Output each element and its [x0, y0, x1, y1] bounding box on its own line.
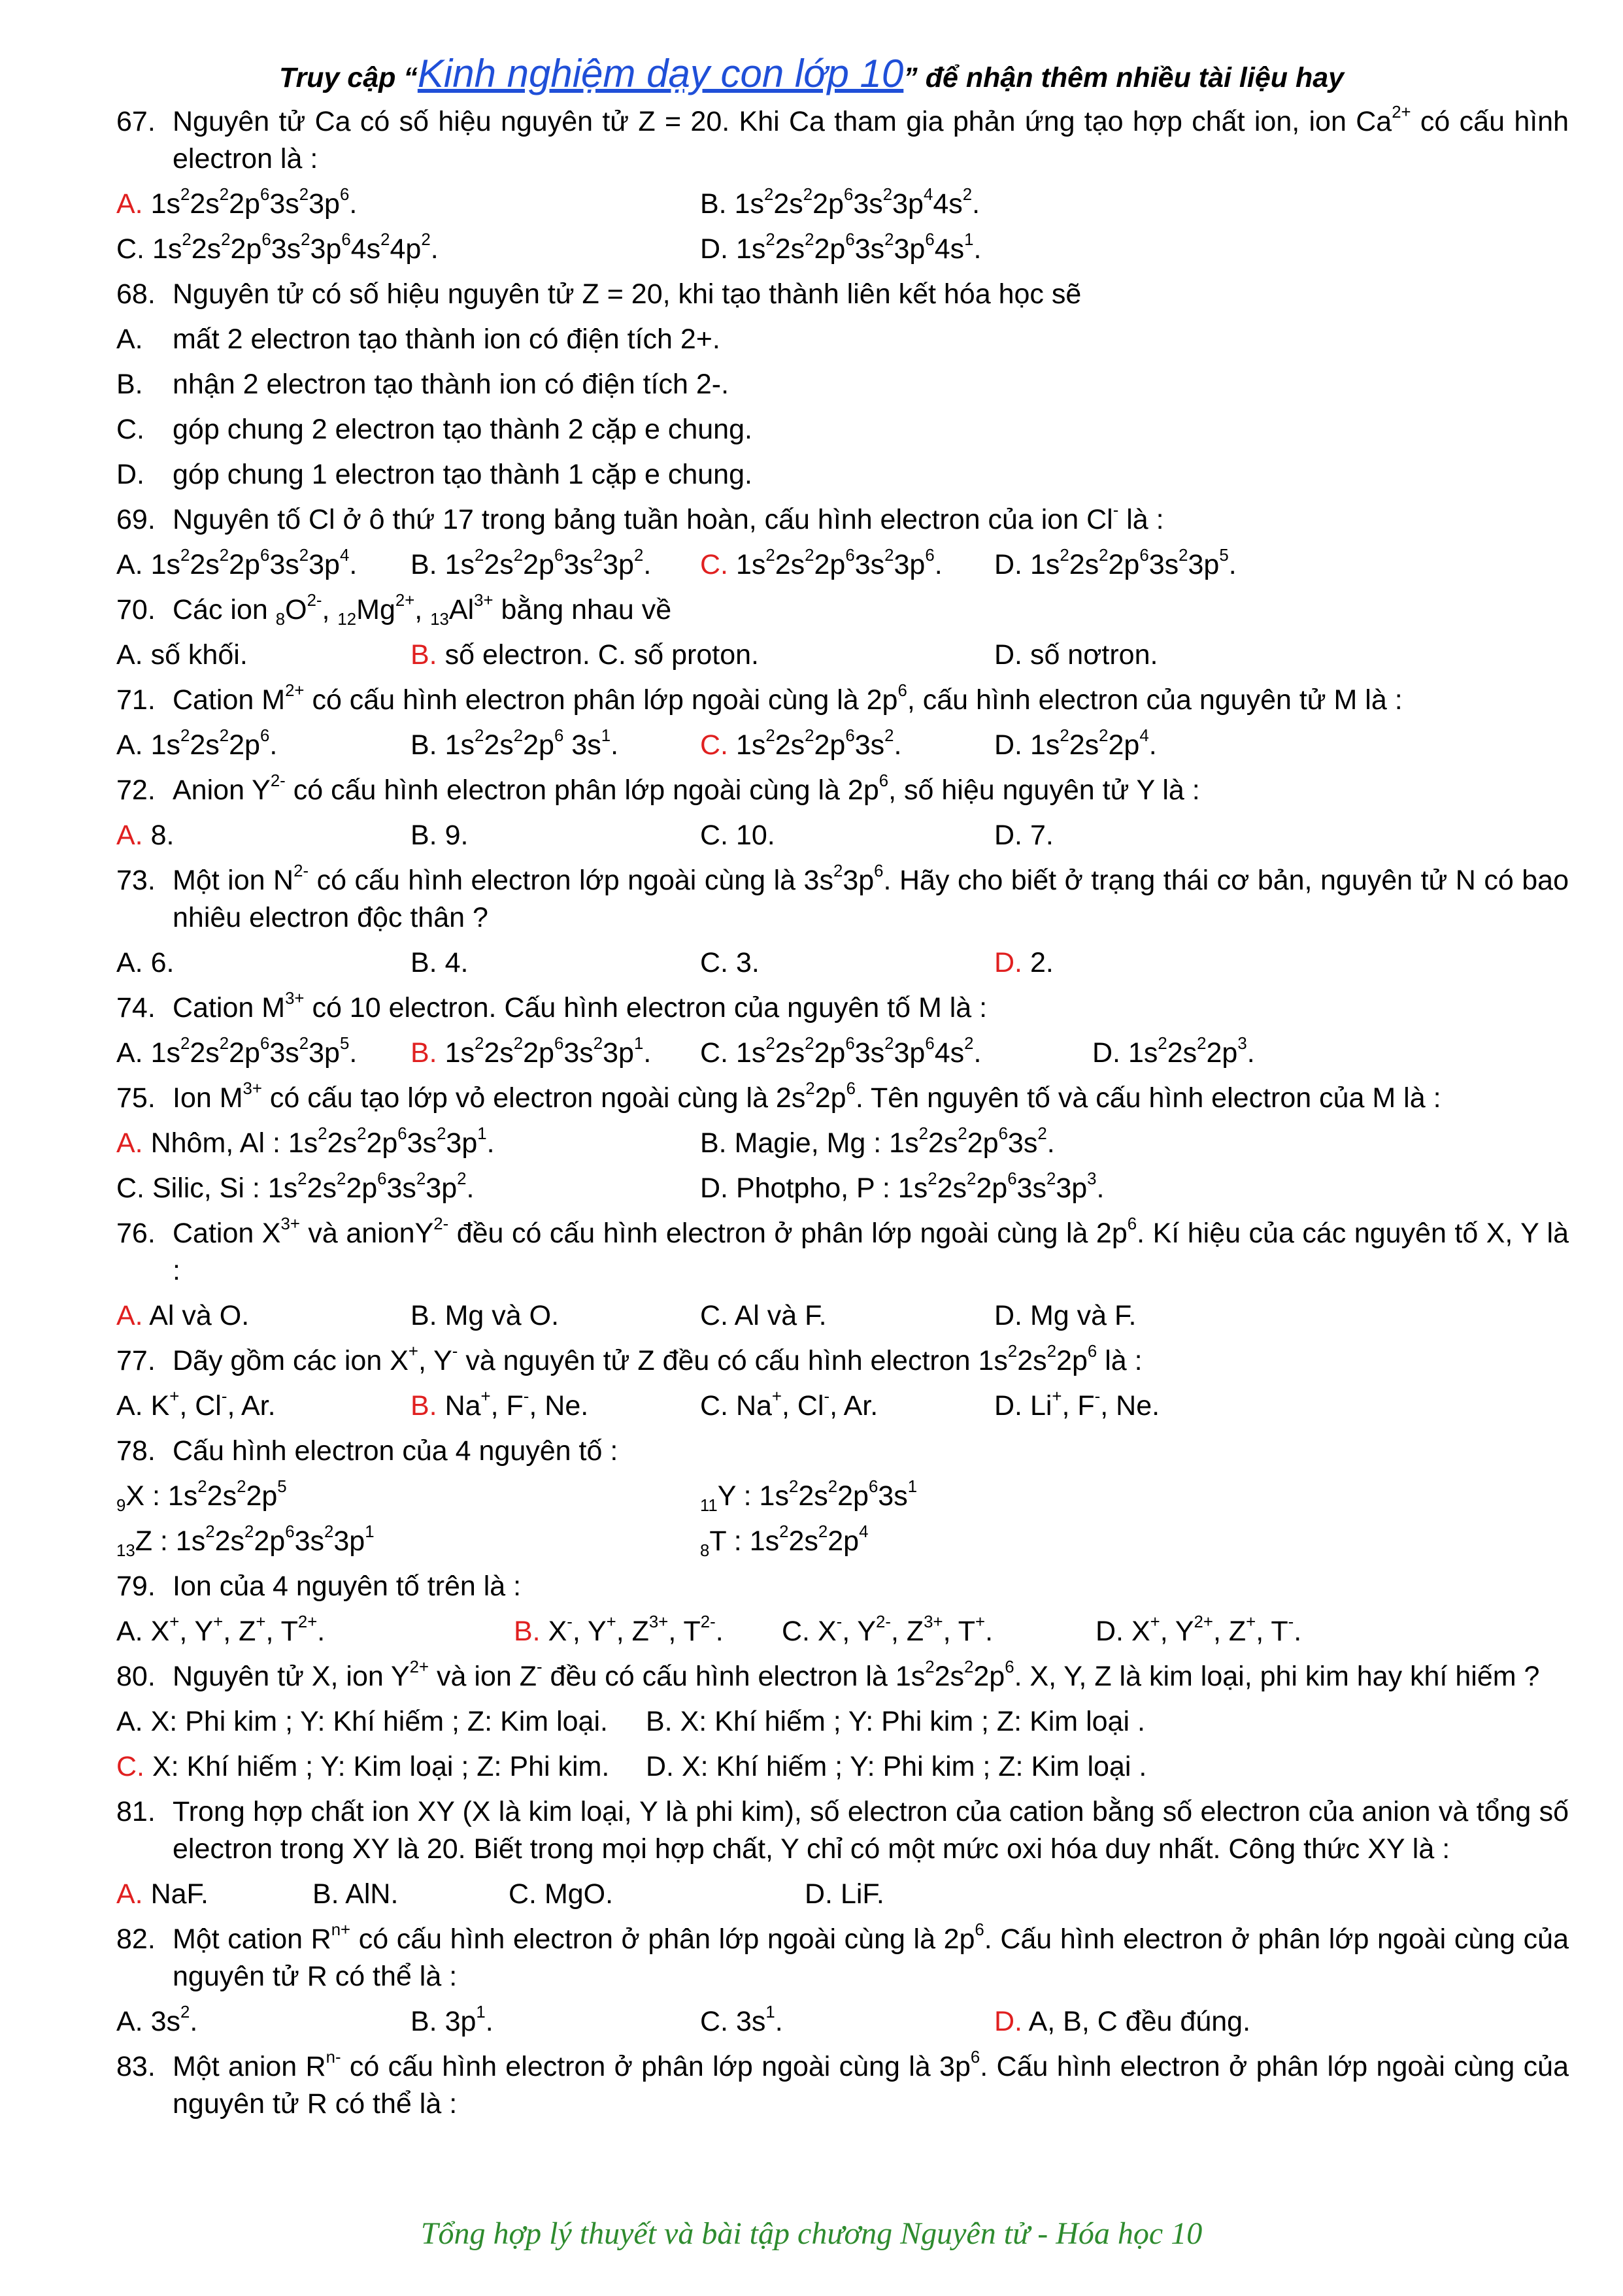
question-number: 79. — [116, 1571, 156, 1602]
answer-option: A. K+, Cl-, Ar. — [116, 1387, 276, 1422]
question — [116, 1564, 1569, 1609]
header-suffix: ” để nhận thêm nhiều tài liệu hay — [903, 62, 1345, 93]
option-letter: D. — [116, 459, 144, 490]
answer-row — [116, 1474, 1569, 1519]
answer-option: B. $1s^22s^22p^63s^23p^2$. — [410, 546, 652, 580]
answer-option — [116, 452, 1569, 497]
answer-option: C. MgO. — [509, 1878, 614, 1910]
answer-option: D. $1s^22s^22p^63s^23p^5$. — [994, 546, 1237, 580]
answer-row — [116, 227, 1569, 272]
footer-title: Tổng hợp lý thuyết và bài tập chương Nguyên tử - Hóa học 10 — [420, 2216, 1203, 2251]
correct-answer-label: A. — [116, 1878, 151, 1910]
question-text: Cation $M^{2+}$ có cấu hình electron phân lớp ngoài cùng là $2p^6$, cấu hình electron của nguyên tử M là : — [173, 681, 1403, 716]
answer-option: D. $1s^22s^22p^4$. — [994, 726, 1157, 761]
question — [116, 272, 1569, 317]
answer-option: A. Al và O. — [116, 1300, 250, 1331]
question-text: Anion $Y^{2-}$ có cấu hình electron phân lớp ngoài cùng là $2p^6$, số hiệu nguyên tử Y là : — [173, 771, 1200, 806]
answer-row — [116, 1293, 1569, 1339]
answer-option: D. LiF. — [805, 1878, 884, 1910]
question-number: 69. — [116, 504, 156, 535]
answer-option: B. X-, Y+, $Z^{3+}$, $T^{2-}$. — [514, 1612, 724, 1647]
option-letter: B. — [116, 369, 143, 400]
answer-option: $_{11}$Y : $1s^22s^22p^63s^1$ — [700, 1477, 918, 1516]
answer-option: $_9$X : $1s^22s^22p^5$ — [116, 1477, 287, 1516]
answer-option: D. $1s^22s^22p^63s^23p^64s^1$. — [700, 230, 982, 265]
answer-option: B. AlN. — [312, 1878, 399, 1910]
answer-option: D. X+, $Y^{2+}$, Z+, T-. — [1096, 1612, 1302, 1647]
answer-option — [116, 362, 1569, 407]
option-text: góp chung 2 electron tạo thành 2 cặp e chung. — [173, 414, 752, 445]
question-number: 75. — [116, 1082, 156, 1114]
question-text: Một ion $N^{2-}$ có cấu hình electron lớp ngoài cùng là $3s^23p^6$. Hãy cho biết ở trạng thái cơ bản, nguyên tử N có bao nhiêu electron độc thân ? — [173, 861, 1569, 933]
answer-option: $_8$T : $1s^22s^22p^4$ — [700, 1522, 869, 1561]
answer-row — [116, 1519, 1569, 1564]
correct-answer-label: A. — [116, 820, 151, 851]
question-text: Các ion $_8O^{2-}$, $_{12}Mg^{2+}$, $_{13}Al^{3+}$ bằng nhau về — [173, 591, 672, 629]
answer-option: A. $1s^22s^22p^63s^23p^6$. — [116, 185, 358, 220]
answer-option: C. Al và F. — [700, 1300, 827, 1331]
answer-option: B. Magie, Mg : $1s^22s^22p^63s^2$. — [700, 1124, 1055, 1159]
option-text: mất 2 electron tạo thành ion có điện tích 2+. — [173, 324, 720, 355]
answer-row — [116, 1166, 1569, 1211]
question — [116, 768, 1569, 813]
question — [116, 1339, 1569, 1384]
question-text: Nguyên tử có số hiệu nguyên tử Z = 20, khi tạo thành liên kết hóa học sẽ — [173, 278, 1082, 310]
answer-row — [116, 1031, 1569, 1076]
header-link[interactable]: Kinh nghiệm dạy con lớp 10 — [417, 52, 904, 95]
answer-option: A. X: Phi kim ; Y: Khí hiếm ; Z: Kim loại. — [116, 1706, 608, 1737]
answer-option: A. $3s^2$. — [116, 2003, 198, 2037]
answer-option: C. X: Khí hiếm ; Y: Kim loại ; Z: Phi kim. — [116, 1751, 610, 1782]
question-number: 70. — [116, 594, 156, 625]
answer-option: C. 3. — [700, 947, 760, 978]
question-text: Cấu hình electron của 4 nguyên tố : — [173, 1435, 618, 1467]
answer-row — [116, 1872, 1569, 1917]
answer-option: A. $1s^22s^22p^63s^23p^4$. — [116, 546, 358, 580]
question — [116, 858, 1569, 940]
answer-option: D. A, B, C đều đúng. — [994, 2006, 1251, 2037]
answer-option — [116, 317, 1569, 362]
answer-option: B. $1s^22s^22p^6$ $3s^1$. — [410, 726, 619, 761]
answer-option: D. Mg và F. — [994, 1300, 1137, 1331]
question — [116, 1076, 1569, 1121]
correct-answer-label: D. — [994, 947, 1030, 978]
question — [116, 1211, 1569, 1293]
question-text: Dãy gồm các ion X+, Y- và nguyên tử Z đều có cấu hình electron $1s^22s^22p^6$ là : — [173, 1342, 1143, 1376]
correct-answer-label: A. — [116, 188, 151, 220]
answer-option: D. Photpho, P : $1s^22s^22p^63s^23p^3$. — [700, 1169, 1105, 1204]
answer-row — [116, 1609, 1569, 1654]
question-text: Một cation $R^{n+}$ có cấu hình electron ở phân lớp ngoài cùng là $2p^6$. Cấu hình electron ở phân lớp ngoài cùng của nguyên tử R có thể là : — [173, 1920, 1569, 1992]
answer-option: A. 6. — [116, 947, 175, 978]
question-number: 72. — [116, 774, 156, 806]
answer-option: B. X: Khí hiếm ; Y: Phi kim ; Z: Kim loại . — [646, 1706, 1145, 1737]
question-text: Nguyên tử Ca có số hiệu nguyên tử Z = 20. Khi Ca tham gia phản ứng tạo hợp chất ion, ion $Ca^{2+}$ có cấu hình electron là : — [173, 103, 1569, 175]
correct-answer-label: D. — [994, 2006, 1029, 2037]
question-number: 80. — [116, 1661, 156, 1692]
question-number: 71. — [116, 684, 156, 716]
answer-option: B. số electron. C. số proton. — [410, 639, 759, 671]
question — [116, 678, 1569, 723]
answer-option: D. $1s^22s^22p^3$. — [1092, 1034, 1255, 1069]
question-text: Cation $M^{3+}$ có 10 electron. Cấu hình electron của nguyên tố M là : — [173, 989, 988, 1023]
answer-option: A. 8. — [116, 820, 175, 851]
correct-answer-label: C. — [700, 549, 736, 580]
answer-row — [116, 940, 1569, 986]
answer-row — [116, 1699, 1569, 1744]
answer-option: A. số khối. — [116, 639, 248, 671]
correct-answer-label: C. — [116, 1751, 152, 1782]
answer-option: A. $1s^22s^22p^63s^23p^5$. — [116, 1034, 358, 1069]
answer-option: $_{13}$Z : $1s^22s^22p^63s^23p^1$ — [116, 1522, 375, 1561]
question-list — [116, 99, 1569, 2127]
question — [116, 497, 1569, 542]
correct-answer-label: A. — [116, 1127, 151, 1159]
answer-option: D. số nơtron. — [994, 639, 1158, 671]
question-number: 67. — [116, 106, 156, 137]
question — [116, 2044, 1569, 2127]
correct-answer-label: A. — [116, 1300, 150, 1331]
answer-row — [116, 1744, 1569, 1789]
answer-option: B. 4. — [410, 947, 469, 978]
answer-option: C. $3s^1$. — [700, 2003, 783, 2037]
answer-row — [116, 813, 1569, 858]
correct-answer-label: B. — [514, 1616, 548, 1647]
answer-option: C. Silic, Si : $1s^22s^22p^63s^23p^2$. — [116, 1169, 475, 1204]
answer-option: C. $1s^22s^22p^63s^23p^6$. — [700, 546, 943, 580]
answer-option: C. 10. — [700, 820, 775, 851]
question-number: 83. — [116, 2051, 156, 2082]
question-number: 81. — [116, 1796, 156, 1827]
question-number: 74. — [116, 992, 156, 1023]
option-letter: C. — [116, 414, 144, 445]
question-text: Một anion $R^{n-}$ có cấu hình electron ở phân lớp ngoài cùng là $3p^6$. Cấu hình electron ở phân lớp ngoài cùng của nguyên tử R có thể là : — [173, 2048, 1569, 2120]
answer-row — [116, 1384, 1569, 1429]
answer-option: D. 2. — [994, 947, 1054, 978]
question — [116, 588, 1569, 633]
correct-answer-label: B. — [410, 639, 445, 671]
correct-answer-label: C. — [700, 729, 736, 761]
question-text: Ion của 4 nguyên tố trên là : — [173, 1571, 522, 1602]
question — [116, 1654, 1569, 1699]
question-number: 76. — [116, 1218, 156, 1249]
answer-option: D. 7. — [994, 820, 1054, 851]
question-number: 68. — [116, 278, 156, 310]
answer-option: A. Nhôm, Al : $1s^22s^22p^63s^23p^1$. — [116, 1124, 495, 1159]
header-prefix: Truy cập “ — [278, 62, 418, 93]
answer-row — [116, 633, 1569, 678]
answer-option: B. Na+, F-, Ne. — [410, 1387, 589, 1422]
answer-option: C. X-, $Y^{2-}$, $Z^{3+}$, T+. — [782, 1612, 994, 1647]
answer-option: A. X+, Y+, Z+, $T^{2+}$. — [116, 1612, 326, 1647]
option-letter: A. — [116, 324, 143, 355]
answer-option: C. Na+, Cl-, Ar. — [700, 1387, 878, 1422]
option-text: góp chung 1 electron tạo thành 1 cặp e chung. — [173, 459, 752, 490]
answer-row — [116, 1999, 1569, 2044]
question-text: Nguyên tử X, ion $Y^{2+}$ và ion Z- đều có cấu hình electron là $1s^22s^22p^6$. X, Y, Z là kim loại, phi kim hay khí hiếm ? — [173, 1657, 1540, 1692]
question-number: 78. — [116, 1435, 156, 1467]
answer-option: C. $1s^22s^22p^63s^23p^64s^24p^2$. — [116, 230, 439, 265]
answer-option — [116, 407, 1569, 452]
answer-option: C. $1s^22s^22p^63s^2$. — [700, 726, 902, 761]
answer-row — [116, 182, 1569, 227]
question-text: Cation $X^{3+}$ và anionY$^{2-}$ đều có cấu hình electron ở phân lớp ngoài cùng là $2p^6$. Kí hiệu của các nguyên tố X, Y là : — [173, 1214, 1569, 1286]
answer-row — [116, 542, 1569, 588]
answer-row — [116, 1121, 1569, 1166]
question-number: 77. — [116, 1345, 156, 1376]
answer-option: B. $1s^22s^22p^63s^23p^1$. — [410, 1034, 652, 1069]
question — [116, 1429, 1569, 1474]
answer-option: D. Li+, F-, Ne. — [994, 1387, 1160, 1422]
question — [116, 986, 1569, 1031]
header-banner — [0, 51, 1623, 101]
question-number: 73. — [116, 865, 156, 896]
answer-option: B. $1s^22s^22p^63s^23p^44s^2$. — [700, 185, 980, 220]
correct-answer-label: B. — [410, 1037, 445, 1069]
question — [116, 1917, 1569, 1999]
question-text: Trong hợp chất ion XY (X là kim loại, Y là phi kim), số electron của cation bằng số electron của anion và tổng số electron trong XY là 20. Biết trong mọi hợp chất, Y chỉ có một mức oxi hóa duy nhất. Công thức XY là : — [173, 1796, 1569, 1865]
answer-option: A. $1s^22s^22p^6$. — [116, 726, 278, 761]
answer-option: D. X: Khí hiếm ; Y: Phi kim ; Z: Kim loại . — [646, 1751, 1147, 1782]
answer-option: B. Mg và O. — [410, 1300, 560, 1331]
question — [116, 99, 1569, 182]
answer-option: C. $1s^22s^22p^63s^23p^64s^2$. — [700, 1034, 982, 1069]
correct-answer-label: B. — [410, 1390, 445, 1422]
question — [116, 1789, 1569, 1872]
option-text: nhận 2 electron tạo thành ion có điện tích 2-. — [173, 369, 729, 400]
question-number: 82. — [116, 1923, 156, 1955]
question-text: Ion $M^{3+}$ có cấu tạo lớp vỏ electron ngoài cùng là $2s^22p^6$. Tên nguyên tố và cấu hình electron của M là : — [173, 1079, 1441, 1114]
answer-option: A. NaF. — [116, 1878, 209, 1910]
answer-option: B. 9. — [410, 820, 469, 851]
question-text: Nguyên tố Cl ở ô thứ 17 trong bảng tuần hoàn, cấu hình electron của ion Cl- là : — [173, 501, 1164, 535]
answer-option: B. $3p^1$. — [410, 2003, 494, 2037]
answer-row — [116, 723, 1569, 768]
